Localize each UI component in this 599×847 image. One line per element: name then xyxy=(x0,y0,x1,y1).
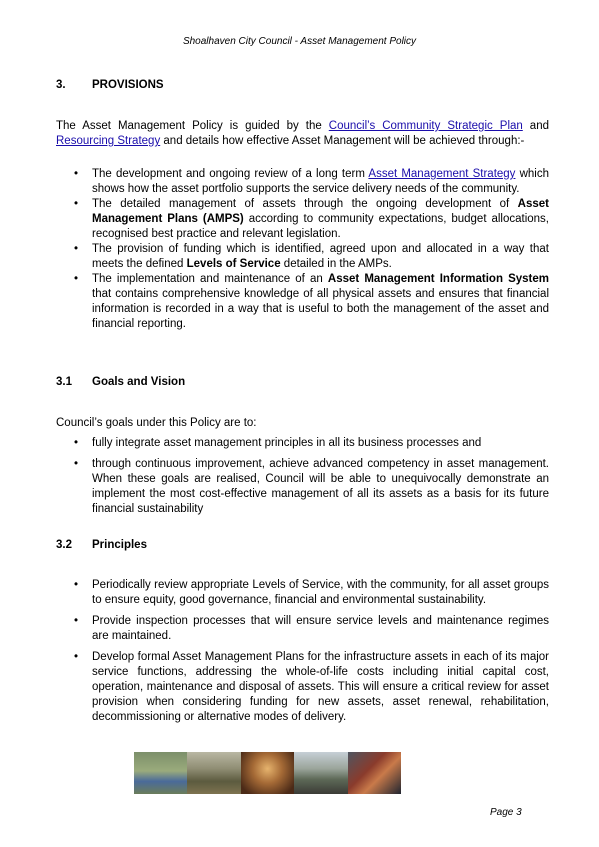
page-number: Page 3 xyxy=(490,807,522,818)
section-number: 3.1 xyxy=(56,376,72,388)
list-item xyxy=(56,242,549,272)
intro-text: and details how effective Asset Management will be achieved through:- xyxy=(160,135,525,147)
bullet-bold-text: Asset Management Plans (AMPS) xyxy=(92,198,549,225)
chamber-photo xyxy=(241,752,294,794)
building-photo xyxy=(187,752,240,794)
bullet-text: The implementation and maintenance of an xyxy=(92,273,328,285)
section-3-1-intro: Council’s goals under this Policy are to: xyxy=(56,417,257,429)
section-3-1-bullet-list xyxy=(56,436,549,517)
bullet-text: The detailed management of assets through the ongoing development of xyxy=(92,198,518,210)
section-title: PROVISIONS xyxy=(92,79,164,91)
resourcing-strategy-link[interactable]: Resourcing Strategy xyxy=(56,135,161,147)
footer-photo-strip xyxy=(134,752,401,794)
bullet-bold-text: Asset Management Information System xyxy=(327,273,549,285)
bullet-text: that contains comprehensive knowledge of all physical assets and ensures that financial information is recorded in a way that is useful to both the management of the asset and financial reporting. xyxy=(92,288,549,330)
road-photo xyxy=(294,752,347,794)
section-3-1-heading xyxy=(56,376,185,388)
list-item: • Provide inspection processes that will ensure service levels and maintenance regimes are maintained. xyxy=(56,614,549,644)
bullet-bold-text: Levels of Service xyxy=(186,258,281,270)
bullet-text: which shows how the asset portfolio supports the service delivery needs of the community. xyxy=(92,168,549,195)
bullet-text: The development and ongoing review of a long term xyxy=(92,168,369,180)
bullet-text: according to community expectations, budget allocations, recognised best practice and relevant legislation. xyxy=(92,213,549,240)
list-item xyxy=(56,167,549,197)
section-title: Principles xyxy=(92,539,147,551)
list-item: • fully integrate asset management principles in all its business processes and xyxy=(56,436,549,451)
intro-text: The Asset Management Policy is guided by the xyxy=(56,120,329,132)
community-strategic-plan-link[interactable]: Council’s Community Strategic Plan xyxy=(328,120,523,132)
page-header: Shoalhaven City Council - Asset Management Policy xyxy=(182,36,417,47)
section-title: Goals and Vision xyxy=(92,376,186,388)
list-item xyxy=(56,272,549,332)
list-item xyxy=(56,197,549,242)
section-3-bullet-list xyxy=(56,167,549,332)
intro-text: and xyxy=(522,120,549,132)
facility-photo xyxy=(348,752,401,794)
section-3-2-bullet-list xyxy=(56,578,549,725)
section-3-heading xyxy=(56,79,164,91)
bullet-text: detailed in the AMPs. xyxy=(280,258,392,270)
section-number: 3.2 xyxy=(56,539,72,551)
section-3-intro xyxy=(56,119,549,149)
section-number: 3. xyxy=(56,79,66,91)
list-item: • Develop formal Asset Management Plans for the infrastructure assets in each of its major service functions, addressing the whole-of-life costs including initial capital cost, operation, maintenance and disposal of assets. This will ensure a critical review for asset provision when considering funding for new assets, asset renewal, rehabilitation, decommissioning or alternative modes of delivery. xyxy=(56,650,549,725)
pool-photo xyxy=(134,752,187,794)
asset-management-strategy-link[interactable]: Asset Management Strategy xyxy=(368,168,516,180)
section-3-2-heading xyxy=(56,539,147,551)
list-item: • through continuous improvement, achieve advanced competency in asset management. When these goals are realised, Council will be able to unequivocally demonstrate an implement the most cost-effective management of all its assets as a basis for its future financial sustainability xyxy=(56,457,549,517)
bullet-text: The provision of funding which is identified, agreed upon and allocated in a way that meets the defined xyxy=(92,243,549,270)
list-item: • Periodically review appropriate Levels of Service, with the community, for all asset groups to ensure equity, good governance, financial and environmental sustainability. xyxy=(56,578,549,608)
